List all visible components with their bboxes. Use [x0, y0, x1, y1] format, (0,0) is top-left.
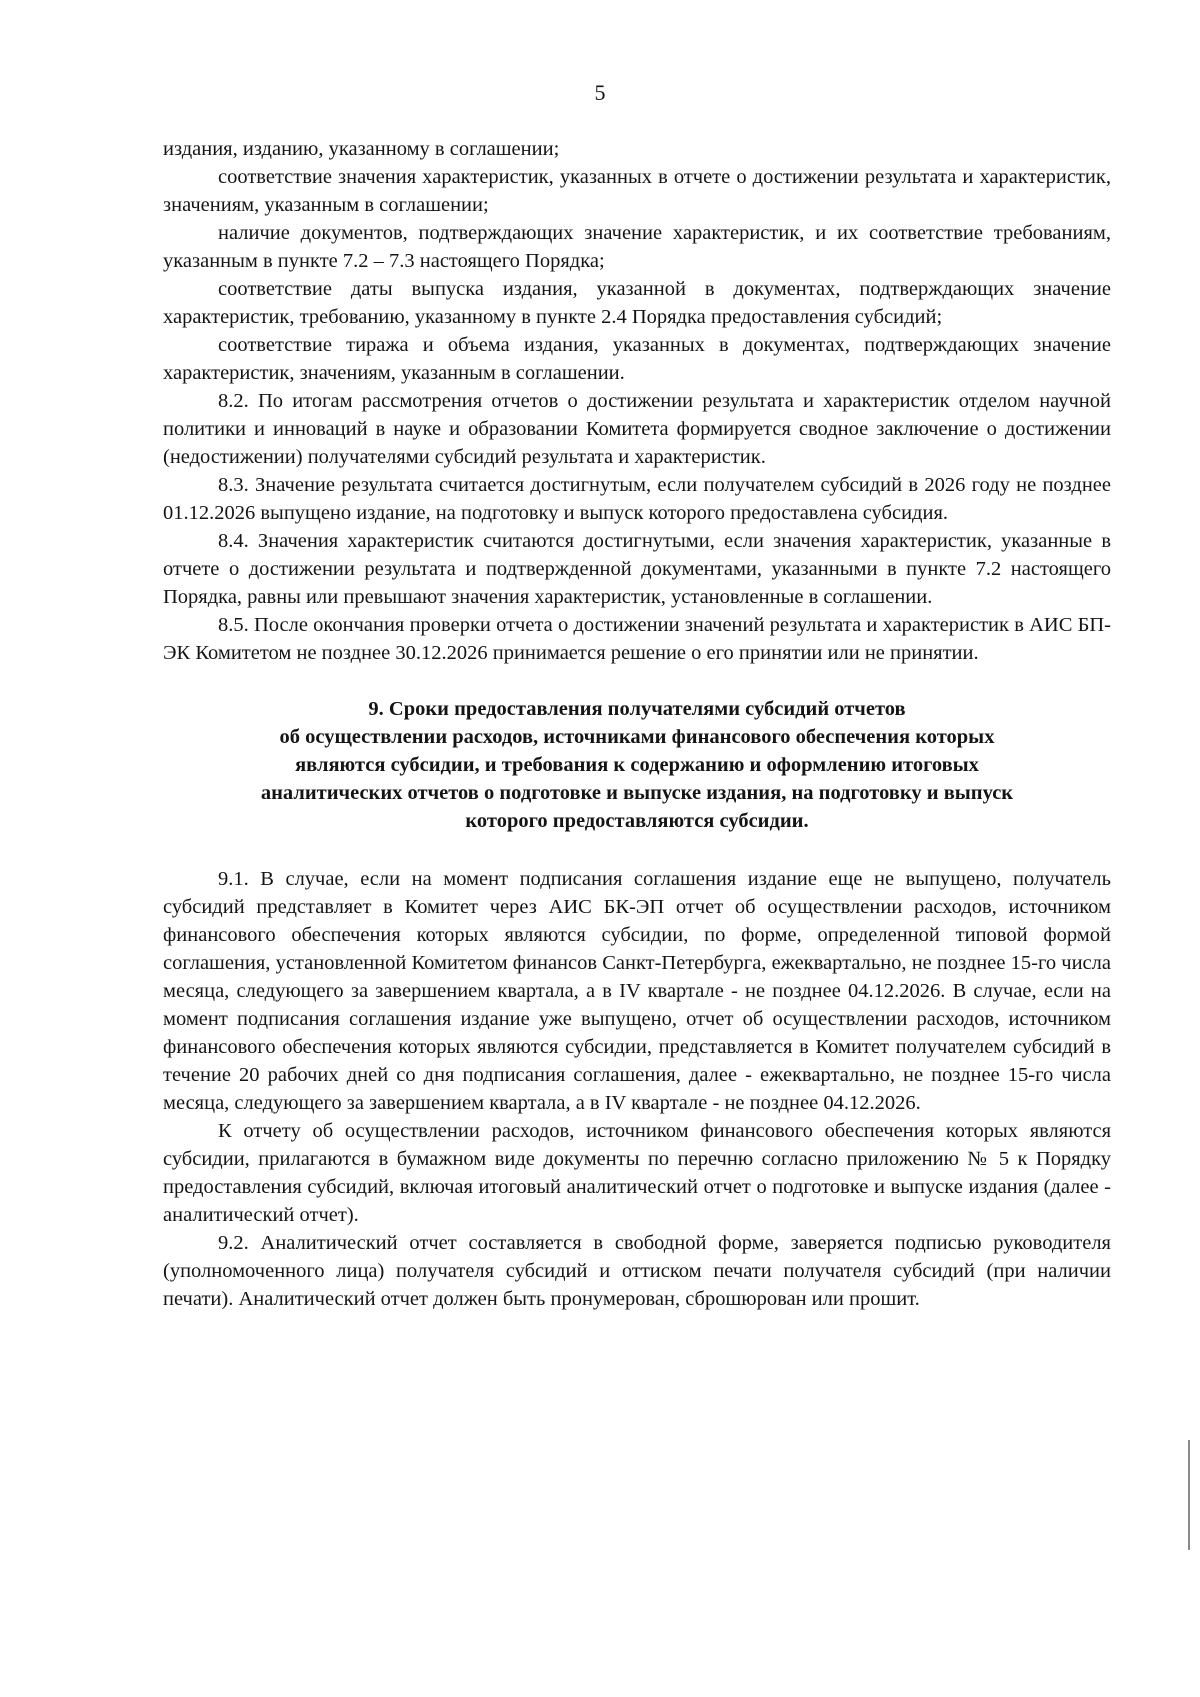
paragraph-8-4: 8.4. Значения характеристик считаются достигнутыми, если значения характеристик, указанные в отчете о достижении результата и подтвержденной документами, указанными в пункте 7.2 настоящего Порядка, равны или превышают значения характеристик, установленные в соглашении. — [163, 530, 1111, 608]
paragraph-8-5: 8.5. После окончания проверки отчета о достижении значений результата и характеристик в АИС БП-ЭК Комитетом не позднее 30.12.2026 принимается решение о его принятии или не принятии. — [163, 614, 1111, 664]
paragraph-criterion-values: соответствие значения характеристик, указанных в отчете о достижении результата и характеристик, значениям, указанным в соглашении; — [163, 166, 1111, 216]
section-heading-line: являются субсидии, и требования к содержанию и оформлению итоговых — [295, 754, 979, 776]
section-heading-line: аналитических отчетов о подготовке и выпуске издания, на подготовку и выпуск — [260, 782, 1014, 804]
paragraph-report-attachments: К отчету об осуществлении расходов, источником финансового обеспечения которых являются субсидии, прилагаются в бумажном виде документы по перечню согласно приложению № 5 к Порядку предоставления субсидий, включая итоговый аналитический отчет о подготовке и выпуске издания (далее - аналитический отчет). — [163, 1120, 1111, 1226]
paragraph-continuation: издания, изданию, указанному в соглашении; — [163, 138, 560, 160]
section-heading-line: которого предоставляются субсидии. — [465, 810, 809, 832]
section-9-heading — [163, 695, 1111, 835]
paragraph-9-1: 9.1. В случае, если на момент подписания соглашения издание еще не выпущено, получатель субсидий представляет в Комитет через АИС БК-ЭП отчет об осуществлении расходов, источником финансового обеспечения которых являются субсидии, по форме, определенной типовой формой соглашения, установленной Комитетом финансов Санкт-Петербурга, ежеквартально, не позднее 15-го числа месяца, следующего за завершением квартала, а в IV квартале - не позднее 04.12.2026. В случае, если на момент подписания соглашения издание уже выпущено, отчет об осуществлении расходов, источником финансового обеспечения которых являются субсидии, представляется в Комитет получателем субсидий в течение 20 рабочих дней со дня подписания соглашения, далее - ежеквартально, не позднее 15-го числа месяца, следующего за завершением квартала, а в IV квартале - не позднее 04.12.2026. — [163, 868, 1111, 1114]
paragraph-8-2: 8.2. По итогам рассмотрения отчетов о достижении результата и характеристик отделом научной политики и инноваций в науке и образовании Комитета формируется сводное заключение о достижении (недостижении) получателями субсидий результата и характеристик. — [163, 390, 1111, 468]
paragraph-criterion-release-date: соответствие даты выпуска издания, указанной в документах, подтверждающих значение характеристик, требованию, указанному в пункте 2.4 Порядка предоставления субсидий; — [163, 278, 1111, 328]
scan-margin-mark — [1188, 1440, 1190, 1550]
section-heading-line: об осуществлении расходов, источниками финансового обеспечения которых — [279, 726, 995, 748]
paragraph-9-2: 9.2. Аналитический отчет составляется в свободной форме, заверяется подписью руководителя (уполномоченного лица) получателя субсидий и оттиском печати получателя субсидий (при наличии печати). Аналитический отчет должен быть пронумерован, сброшюрован или прошит. — [163, 1232, 1111, 1310]
section-heading-line: 9. Сроки предоставления получателями субсидий отчетов — [368, 698, 906, 720]
paragraph-criterion-documents: наличие документов, подтверждающих значение характеристик, и их соответствие требованиям, указанным в пункте 7.2 – 7.3 настоящего Порядка; — [163, 222, 1111, 272]
page-number: 5 — [594, 80, 606, 105]
paragraph-criterion-circulation: соответствие тиража и объема издания, указанных в документах, подтверждающих значение характеристик, значениям, указанным в соглашении. — [163, 334, 1111, 384]
document-body — [163, 135, 1111, 1313]
paragraph-8-3: 8.3. Значение результата считается достигнутым, если получателем субсидий в 2026 году не позднее 01.12.2026 выпущено издание, на подготовку и выпуск которого предоставлена субсидия. — [163, 474, 1111, 524]
